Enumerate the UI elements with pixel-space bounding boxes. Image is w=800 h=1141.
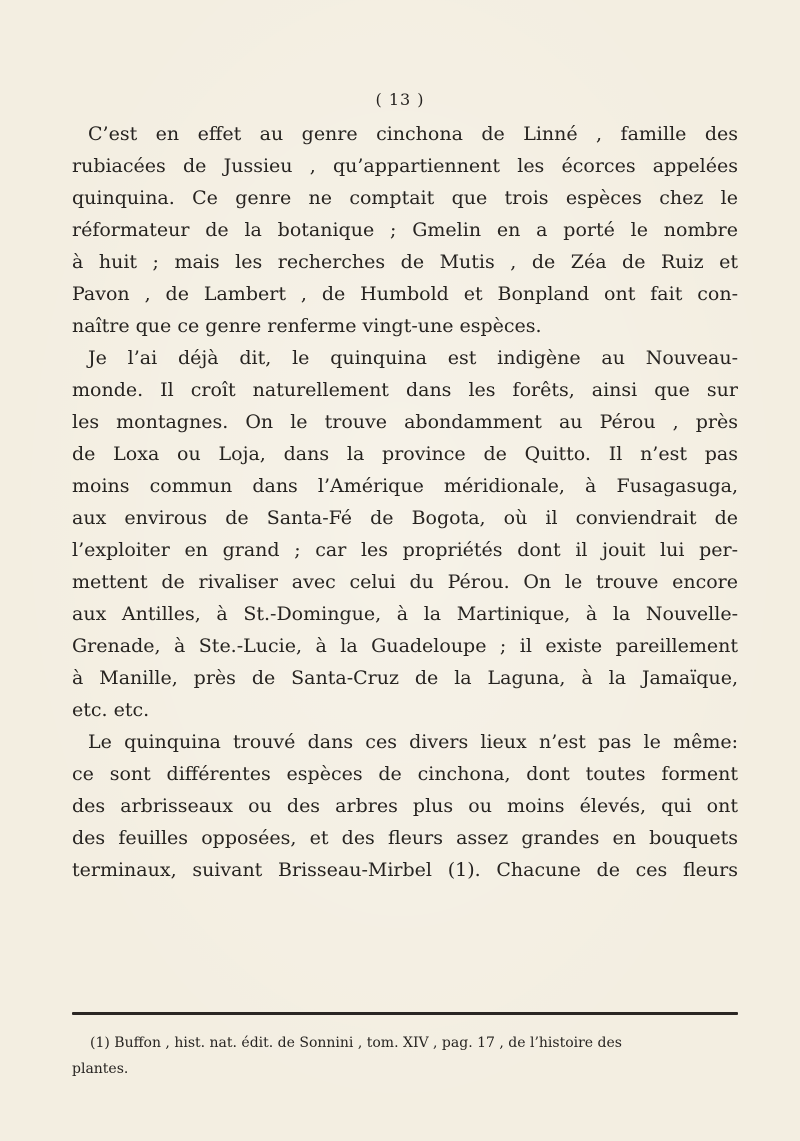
- text-line-23: des feuilles opposées, et des fleurs assez grandes en bouquets: [72, 827, 738, 849]
- text-line-8: Je l’ai déjà dit, le quinquina est indigène au Nouveau-: [88, 347, 738, 369]
- text-line-17: Grenade, à Ste.-Lucie, à la Guadeloupe ; il existe pareillement: [72, 635, 738, 657]
- text-line-12: moins commun dans l’Amérique méridionale, à Fusagasuga,: [72, 475, 738, 497]
- text-line-14: l’exploiter en grand ; car les propriétés dont il jouit lui per-: [72, 539, 738, 561]
- text-line-16: aux Antilles, à St.-Domingue, à la Martinique, à la Nouvelle-: [72, 603, 738, 625]
- text-line-20: Le quinquina trouvé dans ces divers lieux n’est pas le même:: [88, 731, 738, 753]
- text-line-22: des arbrisseaux ou des arbres plus ou moins élevés, qui ont: [72, 795, 738, 817]
- text-line-19: etc. etc.: [72, 699, 150, 721]
- text-line-15: mettent de rivaliser avec celui du Pérou. On le trouve encore: [72, 571, 738, 593]
- text-line-21: ce sont différentes espèces de cinchona, dont toutes forment: [72, 763, 738, 785]
- text-line-5: à huit ; mais les recherches de Mutis , de Zéa de Ruiz et: [72, 251, 738, 273]
- page-number: ( 13 ): [375, 90, 425, 109]
- text-line-9: monde. Il croît naturellement dans les forêts, ainsi que sur: [72, 379, 738, 401]
- text-line-6: Pavon , de Lambert , de Humbold et Bonpland ont fait con-: [72, 283, 738, 305]
- text-line-24: terminaux, suivant Brisseau-Mirbel (1). Chacune de ces fleurs: [72, 859, 738, 881]
- footnote-line-1: (1) Buffon , hist. nat. édit. de Sonnini , tom. XIV , pag. 17 , de l’histoire des: [90, 1035, 622, 1051]
- text-line-18: à Manille, près de Santa-Cruz de la Laguna, à la Jamaïque,: [72, 667, 738, 689]
- text-line-1: C’est en effet au genre cinchona de Linné , famille des: [88, 123, 738, 145]
- text-line-3: quinquina. Ce genre ne comptait que trois espèces chez le: [72, 187, 738, 209]
- text-line-13: aux envirous de Santa-Fé de Bogota, où il conviendrait de: [72, 507, 738, 529]
- text-line-7: naître que ce genre renferme vingt-une espèces.: [72, 315, 542, 337]
- text-line-10: les montagnes. On le trouve abondamment au Pérou , près: [72, 411, 738, 433]
- text-line-11: de Loxa ou Loja, dans la province de Quitto. Il n’est pas: [72, 443, 738, 465]
- text-line-4: réformateur de la botanique ; Gmelin en a porté le nombre: [72, 219, 738, 241]
- footnote-line-2: plantes.: [72, 1061, 129, 1077]
- footnote-divider: [72, 1012, 738, 1015]
- text-line-2: rubiacées de Jussieu , qu’appartiennent les écorces appelées: [72, 155, 738, 177]
